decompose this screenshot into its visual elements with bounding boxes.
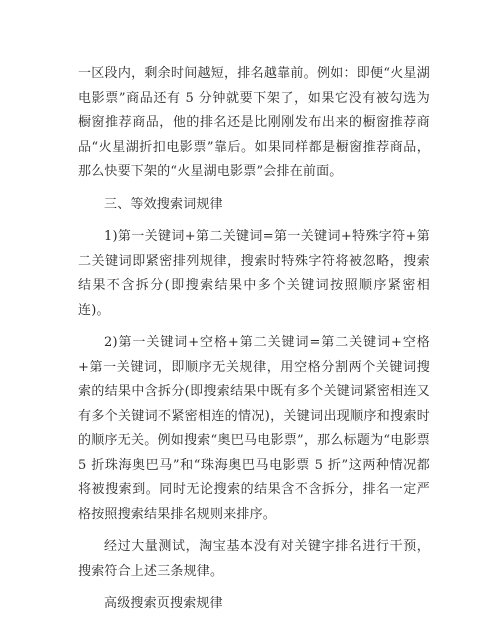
section-heading-advanced-search: 高级搜索页搜索规律 bbox=[104, 596, 223, 611]
paragraph-ranking-example: 一区段内，剩余时间越短，排名越靠前。例如：即便“火星湖电影票”商品还有 5 分钟就要下架了，如果它没有被勾选为橱窗推荐商品，他的排名还是比刚刚发布出来的橱窗推荐商品“火星湖折扣电影票”靠后。如果同样都是橱窗推荐商品，那么快要下架的“火星湖电影票”会排在前面。 bbox=[78, 66, 430, 179]
paragraph-rule-2: 2)第一关键词+空格+第二关键词=第二关键词+空格+第一关键词，即顺序无关规律，用空格分割两个关键词搜索的结果中含拆分(即搜索结果中既有多个关键词紧密相连又有多个关键词不紧密相连的情况)，关键词出现顺序和搜索时的顺序无关。例如搜索“奥巴马电影票”，那么标题为“电影票 5 折珠海奥巴马”和“珠海奥巴马电影票 5 折”这两种情况都将被搜索到。同时无论搜索的结果含不含拆分，排名一定严格按照搜索结果排名规则来排序。 bbox=[78, 335, 430, 522]
paragraph-rule-1: 1)第一关键词+第二关键词=第一关键词+特殊字符+第二关键词即紧密排列规律，搜索时特殊字符将被忽略，搜索结果不含拆分(即搜索结果中多个关键词按照顺序紧密相连)。 bbox=[78, 229, 430, 318]
document-body bbox=[78, 62, 430, 617]
paragraph-test-conclusion: 经过大量测试，淘宝基本没有对关键字排名进行干预，搜索符合上述三条规律。 bbox=[78, 539, 430, 579]
section-heading-equivalent-search: 三、等效搜索词规律 bbox=[104, 196, 223, 212]
